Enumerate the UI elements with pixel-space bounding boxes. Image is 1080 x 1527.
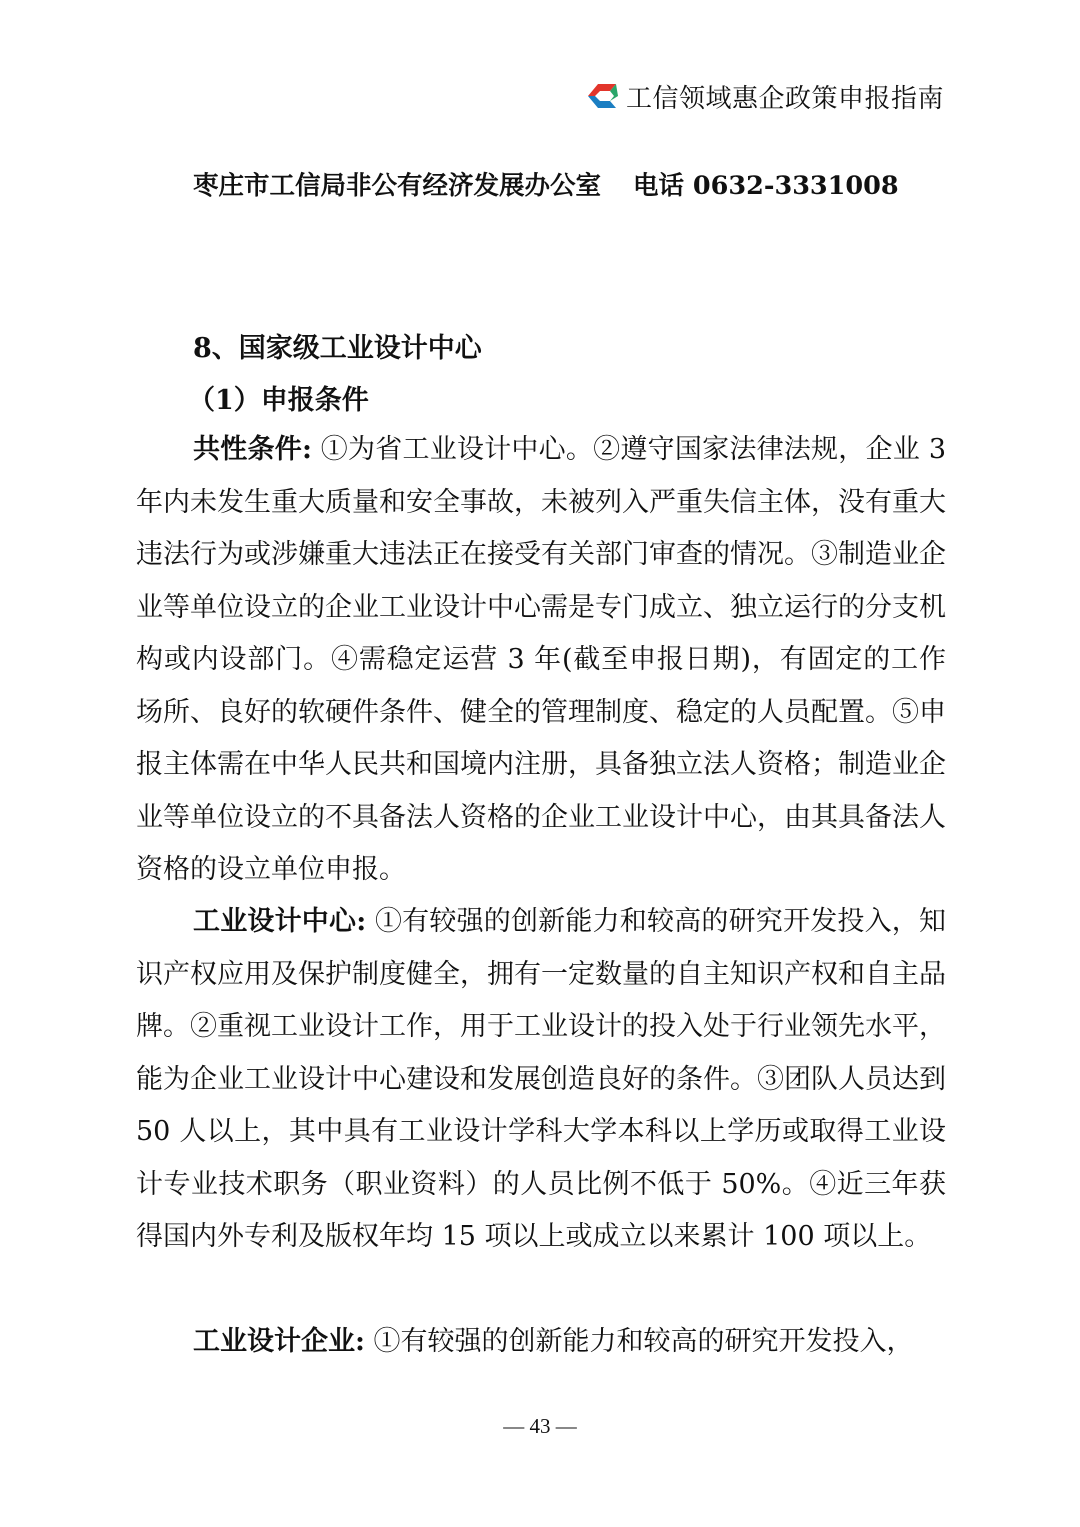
cycle-arrows-logo-icon (586, 81, 620, 111)
page-number: — 43 — (503, 1414, 577, 1438)
paragraph-lead: 工业设计企业: (193, 1326, 365, 1357)
paragraph-common-conditions (136, 424, 946, 897)
paragraph-lead: 共性条件: (193, 434, 312, 465)
office-name: 枣庄市工信局非公有经济发展办公室 (193, 171, 602, 201)
paragraph-design-center (136, 896, 946, 1264)
paragraph-text: ①为省工业设计中心。②遵守国家法律法规，企业 3 年内未发生重大质量和安全事故，未被列入严重失信主体，没有重大违法行为或涉嫌重大违法正在接受有关部门审查的情况。③制造业企业等单位设立的企业工业设计中心需是专门成立、独立运行的分支机构或内设部门。④需稳定运营 3 年(截至申报日期)，有固定的工作场所、良好的软硬件条件、健全的管理制度、稳定的人员配置。⑤申报主体需在中华人民共和国境内注册，具备独立法人资格；制造业企业等单位设立的不具备法人资格的企业工业设计中心，由其具备法人资格的设立单位申报。 (136, 434, 947, 885)
document-header (586, 76, 944, 116)
paragraph-text: ①有较强的创新能力和较高的研究开发投入，知识产权应用及保护制度健全，拥有一定数量的自主知识产权和自主品牌。②重视工业设计工作，用于工业设计的投入处于行业领先水平，能为企业工业设计中心建设和发展创造良好的条件。③团队人员达到 50 人以上，其中具有工业设计学科大学本科以上学历或取得工业设计专业技术职务（职业资料）的人员比例不低于 50%。④近三年获得国内外专利及版权年均 15 项以上或成立以来累计 100 项以上。 (136, 906, 946, 1252)
paragraph-design-enterprise (136, 1316, 946, 1369)
section-heading: 8、国家级工业设计中心 (193, 333, 482, 364)
contact-line (193, 166, 993, 202)
paragraph-text: ①有较强的创新能力和较高的研究开发投入， (364, 1326, 914, 1357)
phone-number: 电话 0632-3331008 (633, 171, 899, 201)
header-title: 工信领域惠企政策申报指南 (625, 83, 944, 114)
paragraph-lead: 工业设计中心: (193, 906, 367, 937)
section-subheading: （1）申报条件 (188, 385, 369, 416)
